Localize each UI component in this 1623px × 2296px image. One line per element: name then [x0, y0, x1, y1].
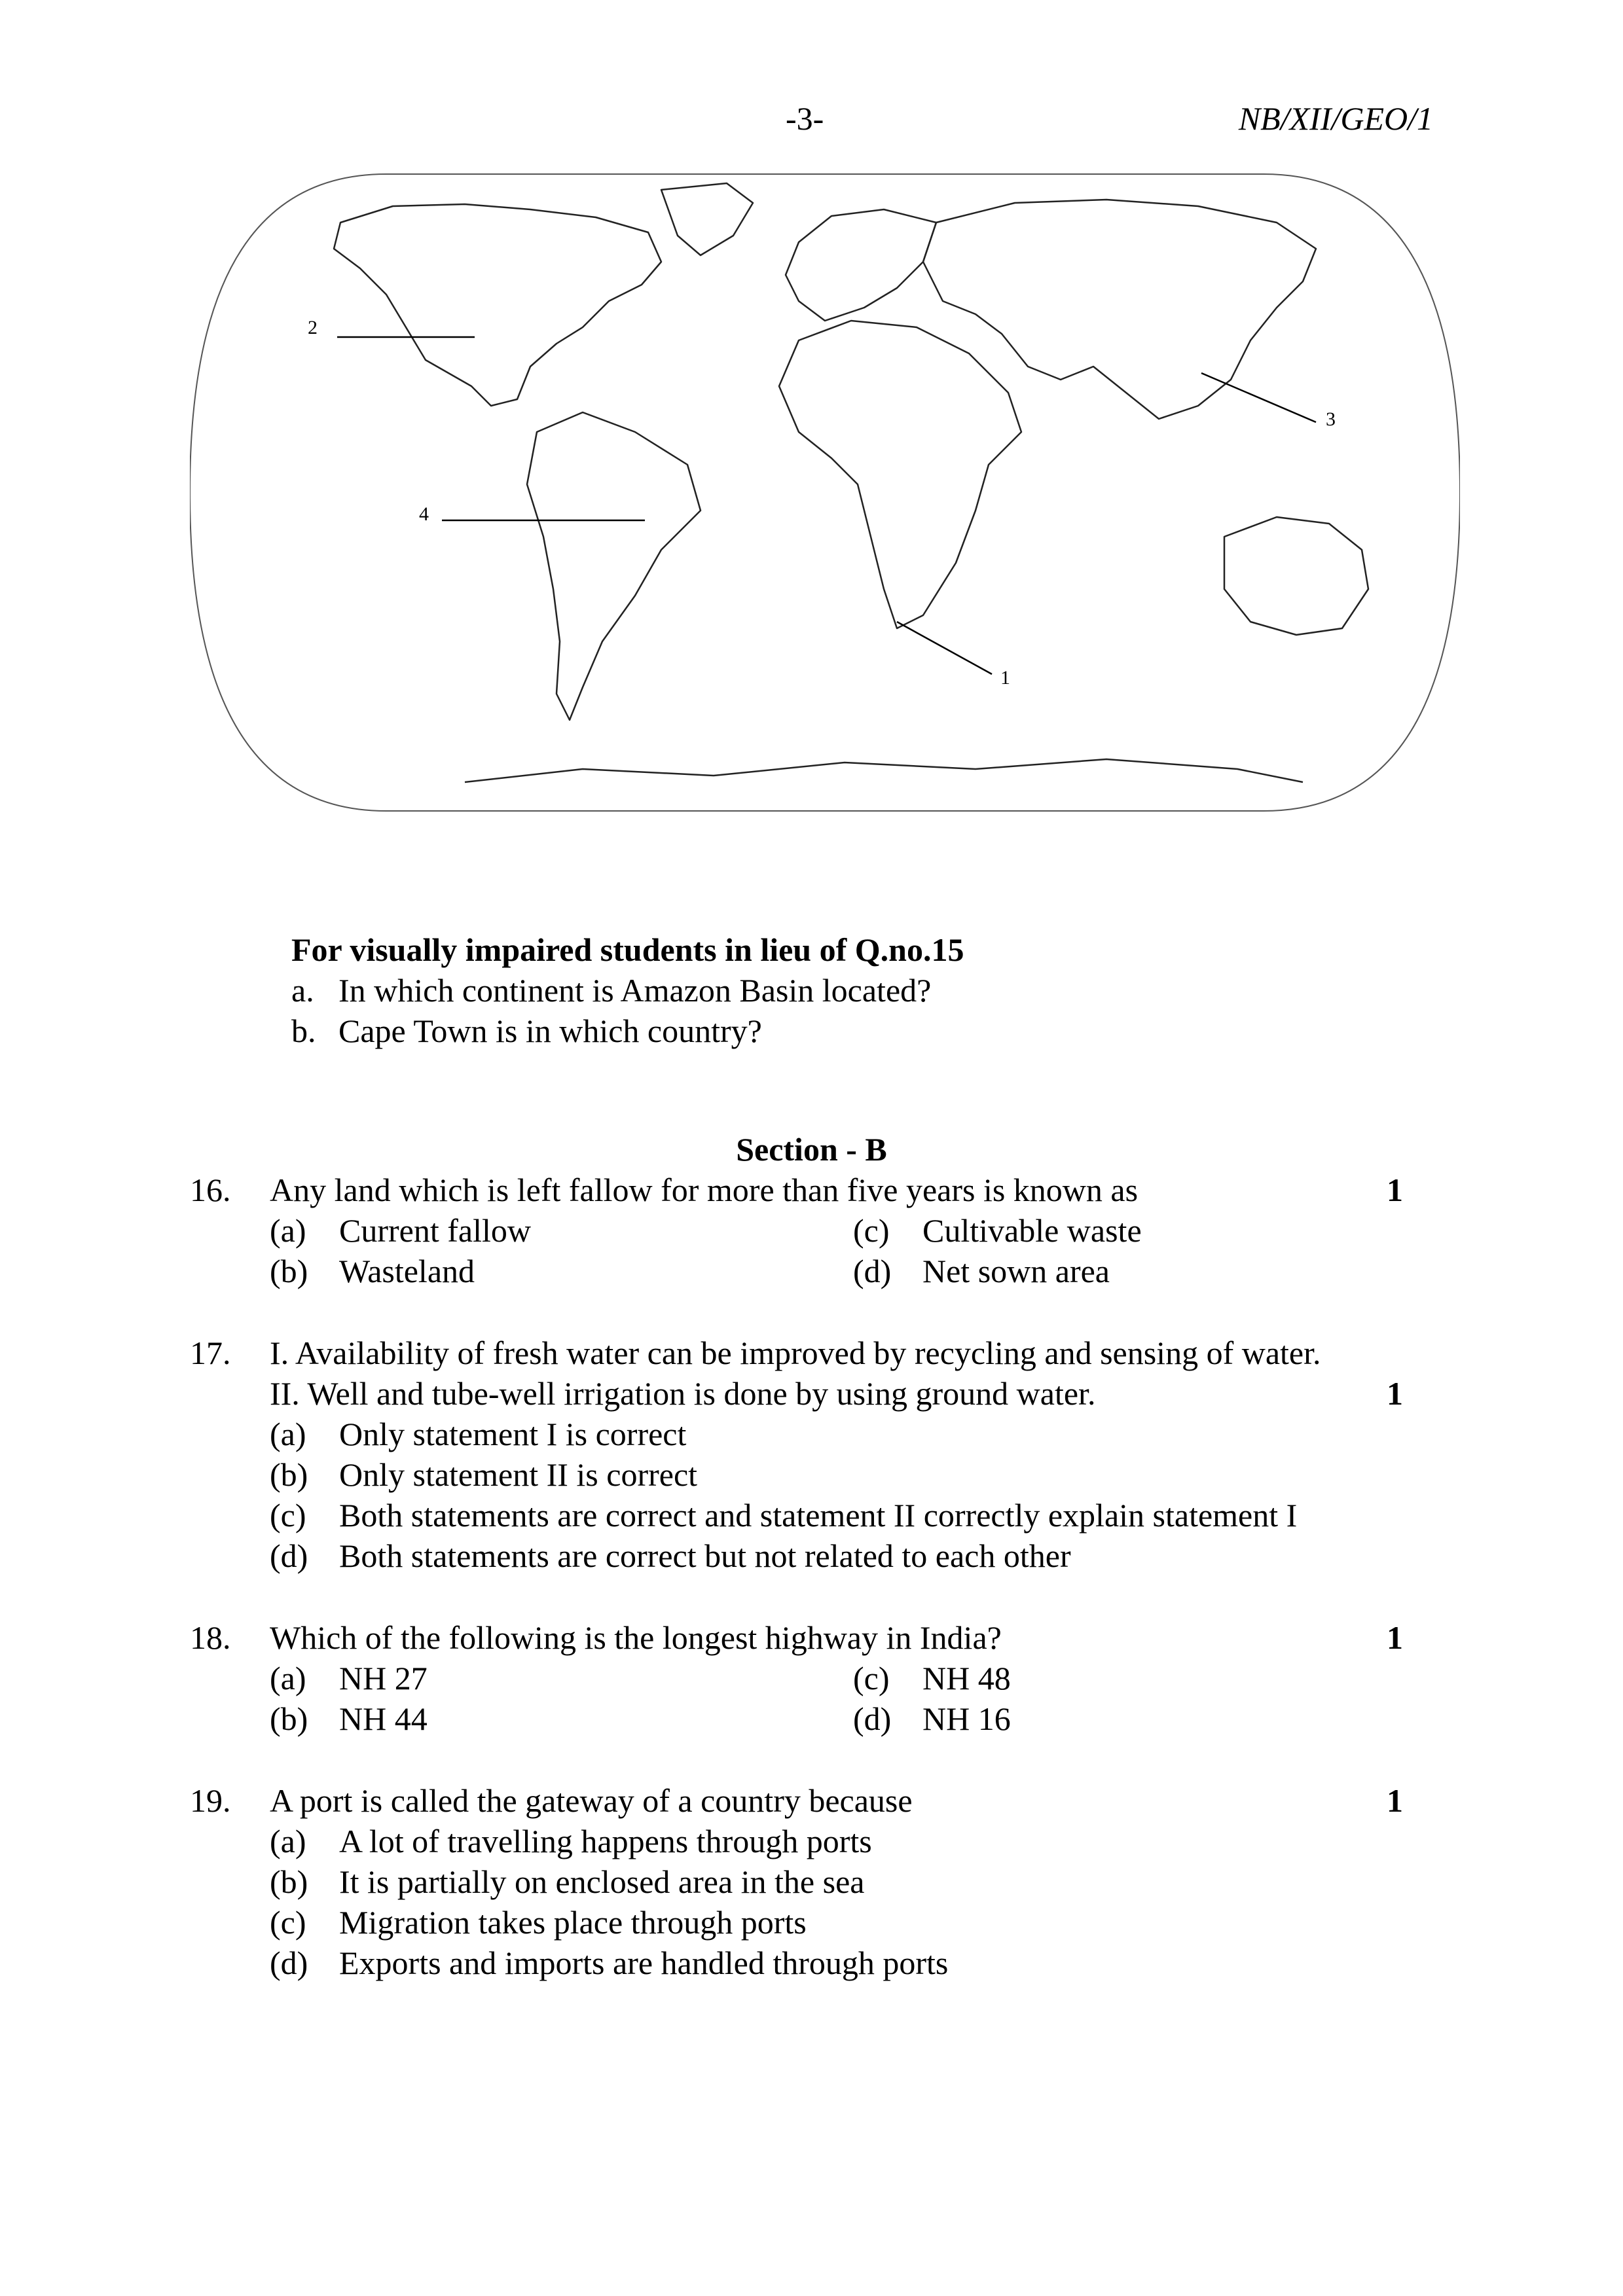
- question-18-option-d: [853, 1698, 1011, 1739]
- option-label: (b): [270, 1863, 308, 1900]
- south-america-outline: [527, 412, 701, 720]
- option-text: Wasteland: [339, 1253, 475, 1289]
- question-16-option-d: [853, 1251, 1110, 1291]
- question-19-number: 19.: [190, 1782, 231, 1819]
- option-text: It is partially on enclosed area in the sea: [339, 1863, 865, 1900]
- map-label-3: 3: [1326, 408, 1336, 430]
- visually-impaired-title: For visually impaired students in lieu of Q.no.15: [291, 931, 964, 968]
- option-text: Current fallow: [339, 1212, 531, 1249]
- section-title: Section - B: [736, 1131, 887, 1168]
- option-label: (a): [270, 1416, 306, 1452]
- question-17-number: 17.: [190, 1335, 231, 1371]
- option-text: Both statements are correct but not related to each other: [339, 1537, 1071, 1574]
- vi-question-a: [291, 970, 931, 1011]
- pointer-line-3: [1201, 373, 1316, 422]
- question-18-option-c: [853, 1658, 1011, 1698]
- option-label: (d): [270, 1537, 308, 1574]
- option-text: Migration takes place through ports: [339, 1904, 807, 1941]
- option-text: NH 48: [922, 1660, 1011, 1696]
- option-text: Cultivable waste: [922, 1212, 1142, 1249]
- question-17-statement-2: II. Well and tube-well irrigation is done by using ground water.: [270, 1375, 1096, 1412]
- option-label: (d): [853, 1253, 892, 1289]
- option-label: (b): [270, 1700, 308, 1737]
- option-label: (a): [270, 1212, 306, 1249]
- question-16-option-b: [270, 1251, 475, 1291]
- vi-question-text: In which continent is Amazon Basin located?: [338, 972, 932, 1009]
- question-17-statement-1: I. Availability of fresh water can be improved by recycling and sensing of water.: [270, 1335, 1321, 1371]
- question-19-marks: 1: [1387, 1782, 1403, 1819]
- world-map: [190, 170, 1460, 815]
- question-16-number: 16.: [190, 1172, 231, 1208]
- map-label-2: 2: [308, 317, 318, 338]
- option-label: (d): [270, 1945, 308, 1981]
- option-text: Net sown area: [922, 1253, 1110, 1289]
- vi-question-text: Cape Town is in which country?: [338, 1013, 762, 1049]
- question-18-text: Which of the following is the longest highway in India?: [270, 1619, 1002, 1656]
- question-18-number: 18.: [190, 1619, 231, 1656]
- option-label: (b): [270, 1456, 308, 1493]
- question-19-option-c: [270, 1902, 807, 1943]
- option-text: Only statement I is correct: [339, 1416, 687, 1452]
- question-17-option-a: [270, 1414, 686, 1454]
- question-17-option-d: [270, 1535, 1071, 1576]
- map-label-1: 1: [1000, 667, 1010, 689]
- question-17-option-c: [270, 1495, 1297, 1535]
- map-label-4: 4: [419, 503, 429, 525]
- map-border: [190, 174, 1460, 811]
- paper-code: NB/XII/GEO/1: [1238, 100, 1433, 137]
- greenland-outline: [661, 183, 753, 255]
- option-label: (b): [270, 1253, 308, 1289]
- option-text: NH 27: [339, 1660, 428, 1696]
- option-text: Both statements are correct and statement II correctly explain statement I: [339, 1497, 1298, 1534]
- pointer-line-1: [897, 622, 992, 674]
- option-label: (a): [270, 1823, 306, 1859]
- option-label: (c): [270, 1497, 306, 1534]
- antarctica-outline: [465, 759, 1303, 782]
- vi-question-label: b.: [291, 1013, 316, 1049]
- africa-outline: [779, 321, 1021, 628]
- question-19-text: A port is called the gateway of a country because: [270, 1782, 913, 1819]
- question-16-marks: 1: [1387, 1172, 1403, 1208]
- question-19-option-b: [270, 1861, 864, 1902]
- question-17-option-b: [270, 1454, 697, 1495]
- option-text: Only statement II is correct: [339, 1456, 698, 1493]
- question-16-option-c: [853, 1210, 1142, 1251]
- question-17-marks: 1: [1387, 1375, 1403, 1412]
- page-number: -3-: [786, 100, 824, 137]
- europe-outline: [786, 209, 936, 321]
- option-text: NH 16: [922, 1700, 1011, 1737]
- question-19-option-a: [270, 1821, 872, 1861]
- option-label: (c): [270, 1904, 306, 1941]
- vi-question-label: a.: [291, 972, 314, 1009]
- question-16-option-a: [270, 1210, 531, 1251]
- asia-outline: [923, 200, 1316, 419]
- question-18-option-b: [270, 1698, 428, 1739]
- option-label: (c): [853, 1660, 890, 1696]
- australia-outline: [1224, 517, 1368, 635]
- question-16-text: Any land which is left fallow for more than five years is known as: [270, 1172, 1139, 1208]
- question-19-option-d: [270, 1943, 948, 1983]
- option-label: (c): [853, 1212, 890, 1249]
- vi-question-b: [291, 1011, 762, 1051]
- north-america-outline: [334, 204, 661, 406]
- option-text: NH 44: [339, 1700, 428, 1737]
- option-label: (a): [270, 1660, 306, 1696]
- option-label: (d): [853, 1700, 892, 1737]
- question-18-option-a: [270, 1658, 428, 1698]
- option-text: Exports and imports are handled through ports: [339, 1945, 949, 1981]
- question-18-marks: 1: [1387, 1619, 1403, 1656]
- option-text: A lot of travelling happens through ports: [339, 1823, 872, 1859]
